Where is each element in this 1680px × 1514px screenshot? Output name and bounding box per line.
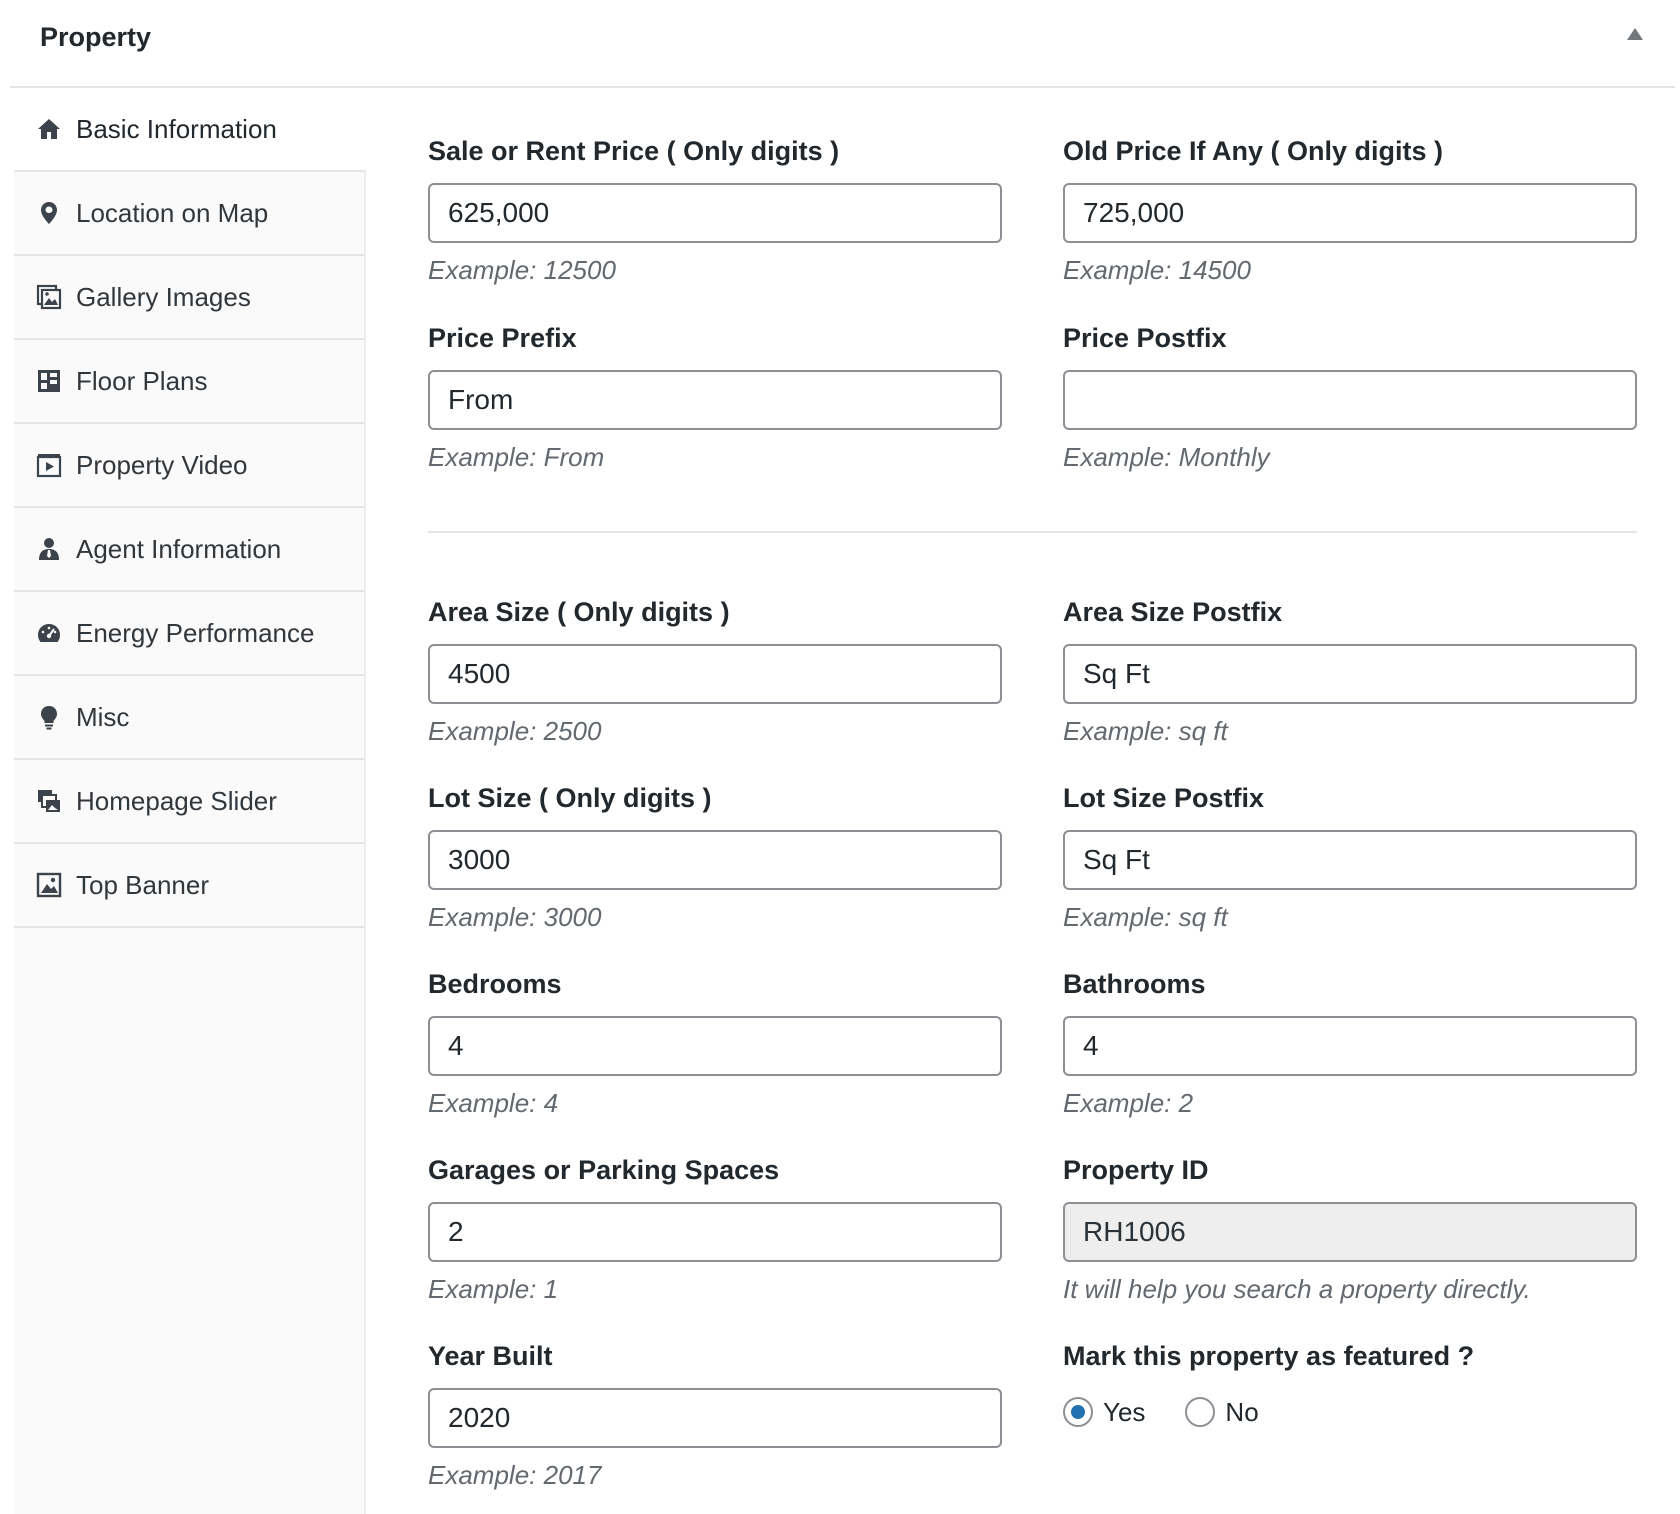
area-postfix-input[interactable] [1063, 644, 1637, 704]
tab-label: Location on Map [76, 197, 269, 228]
featured-field [1063, 1338, 1637, 1430]
lot-postfix-input[interactable] [1063, 830, 1637, 890]
price-prefix-label: Price Prefix [428, 323, 577, 353]
tab-label: Property Video [76, 449, 248, 480]
price-postfix-field [1063, 320, 1637, 474]
property-id-field [1063, 1152, 1637, 1306]
tab-floor-plans[interactable] [14, 340, 364, 424]
year-built-field [428, 1338, 1002, 1492]
tab-label: Basic Information [76, 113, 277, 144]
tab-basic-information[interactable] [14, 88, 366, 172]
lot-postfix-help: Example: sq ft [1063, 902, 1228, 932]
bedrooms-input[interactable] [428, 1016, 1002, 1076]
featured-radio-group [1063, 1394, 1637, 1430]
bathrooms-field [1063, 966, 1637, 1120]
area-postfix-label: Area Size Postfix [1063, 597, 1283, 627]
lot-size-field [428, 780, 1002, 934]
tab-label: Energy Performance [76, 617, 315, 648]
agent-icon [36, 536, 62, 562]
area-size-field [428, 594, 1002, 748]
price-prefix-help: Example: From [428, 442, 605, 472]
collapse-arrow-icon[interactable] [1627, 28, 1643, 40]
tab-energy-performance[interactable] [14, 592, 364, 676]
lightbulb-icon [36, 704, 62, 730]
area-size-label: Area Size ( Only digits ) [428, 597, 730, 627]
metabox-header[interactable] [10, 0, 1675, 88]
bedrooms-label: Bedrooms [428, 969, 562, 999]
slider-icon [36, 788, 62, 814]
old-price-field [1063, 133, 1637, 287]
garages-field [428, 1152, 1002, 1306]
property-id-input[interactable] [1063, 1202, 1637, 1262]
property-metabox [10, 0, 1675, 1514]
sale-price-field [428, 133, 1002, 287]
sale-price-input[interactable] [428, 183, 1002, 243]
tab-label: Agent Information [76, 533, 282, 564]
metabox-title: Property [40, 22, 152, 52]
area-postfix-help: Example: sq ft [1063, 716, 1228, 746]
price-prefix-field [428, 320, 1002, 474]
area-size-help: Example: 2500 [428, 716, 602, 746]
tab-label: Homepage Slider [76, 785, 277, 816]
price-postfix-label: Price Postfix [1063, 323, 1227, 353]
lot-size-label: Lot Size ( Only digits ) [428, 783, 712, 813]
bedrooms-help: Example: 4 [428, 1088, 559, 1118]
bathrooms-label: Bathrooms [1063, 969, 1206, 999]
garages-label: Garages or Parking Spaces [428, 1155, 780, 1185]
year-built-help: Example: 2017 [428, 1460, 602, 1490]
sale-price-label: Sale or Rent Price ( Only digits ) [428, 136, 840, 166]
tab-agent-information[interactable] [14, 508, 364, 592]
featured-yes-radio[interactable] [1063, 1397, 1093, 1427]
tab-misc[interactable] [14, 676, 364, 760]
video-icon [36, 452, 62, 478]
garages-input[interactable] [428, 1202, 1002, 1262]
tabs-sidebar [14, 88, 366, 1514]
featured-yes-label: Yes [1103, 1396, 1146, 1427]
tab-label: Floor Plans [76, 365, 208, 396]
price-prefix-input[interactable] [428, 370, 1002, 430]
section-divider [428, 531, 1637, 533]
tab-homepage-slider[interactable] [14, 760, 364, 844]
bedrooms-field [428, 966, 1002, 1120]
lot-postfix-field [1063, 780, 1637, 934]
lot-size-input[interactable] [428, 830, 1002, 890]
bathrooms-input[interactable] [1063, 1016, 1637, 1076]
home-icon [36, 116, 62, 142]
year-built-input[interactable] [428, 1388, 1002, 1448]
garages-help: Example: 1 [428, 1274, 559, 1304]
tab-property-video[interactable] [14, 424, 364, 508]
year-built-label: Year Built [428, 1341, 553, 1371]
price-postfix-input[interactable] [1063, 370, 1637, 430]
featured-yes-option[interactable] [1063, 1397, 1145, 1428]
tab-label: Gallery Images [76, 281, 251, 312]
featured-no-radio[interactable] [1185, 1397, 1215, 1427]
area-postfix-field [1063, 594, 1637, 748]
old-price-input[interactable] [1063, 183, 1637, 243]
floor-plans-icon [36, 368, 62, 394]
featured-label: Mark this property as featured ? [1063, 1341, 1475, 1371]
banner-image-icon [36, 872, 62, 898]
tab-content-basic-information [366, 88, 1675, 1514]
sale-price-help: Example: 12500 [428, 255, 616, 285]
tab-location-on-map[interactable] [14, 172, 364, 256]
gallery-icon [36, 284, 62, 310]
tab-label: Misc [76, 701, 130, 732]
bathrooms-help: Example: 2 [1063, 1088, 1194, 1118]
tab-gallery-images[interactable] [14, 256, 364, 340]
property-id-label: Property ID [1063, 1155, 1209, 1185]
featured-no-option[interactable] [1185, 1397, 1258, 1428]
location-pin-icon [36, 200, 62, 226]
dashboard-gauge-icon [36, 620, 62, 646]
lot-size-help: Example: 3000 [428, 902, 602, 932]
property-id-help: It will help you search a property directly. [1063, 1274, 1531, 1304]
old-price-label: Old Price If Any ( Only digits ) [1063, 136, 1444, 166]
tab-label: Top Banner [76, 869, 209, 900]
old-price-help: Example: 14500 [1063, 255, 1251, 285]
tab-top-banner[interactable] [14, 844, 364, 928]
price-postfix-help: Example: Monthly [1063, 442, 1270, 472]
lot-postfix-label: Lot Size Postfix [1063, 783, 1265, 813]
area-size-input[interactable] [428, 644, 1002, 704]
featured-no-label: No [1225, 1396, 1259, 1427]
